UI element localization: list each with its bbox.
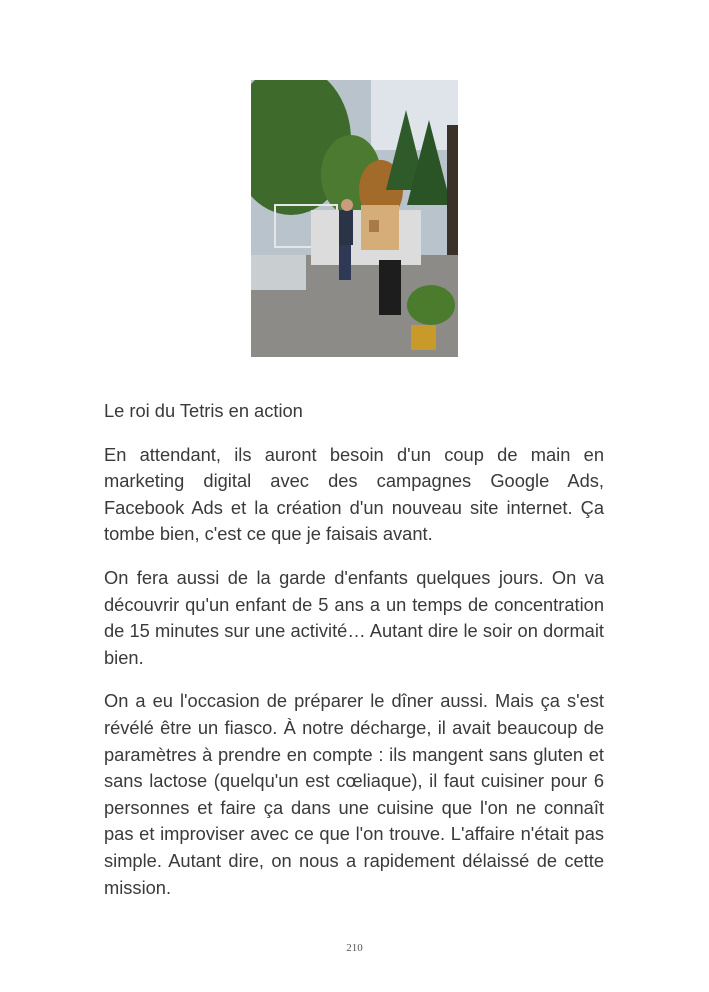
paragraph: On fera aussi de la garde d'enfants quelques jours. On va découvrir qu'un enfant de 5 ans a un temps de concentration de 15 minutes sur une activité… Autant dire le soir on dormait bien. (104, 566, 604, 668)
figure-caption: Le roi du Tetris en action (104, 400, 303, 421)
body-text (104, 398, 604, 918)
photo-illustration (251, 80, 458, 357)
paragraph: On a eu l'occasion de préparer le dîner aussi. Mais ça s'est révélé être un fiasco. À notre décharge, il avait beaucoup de paramètres à prendre en compte : ils mangent sans gluten et sans lactose (quelqu'un est cœliaque), il faut cuisiner pour 6 personnes et faire ça dans une cuisine que l'on ne connaît pas et improviser avec ce que l'on trouve. L'affaire n'était pas simple. Autant dire, on nous a rapidement délaissé de cette mission. (104, 690, 604, 898)
photo-loading-trailer (251, 80, 458, 357)
page-number: 210 (346, 942, 363, 954)
paragraph: En attendant, ils auront besoin d'un coup de main en marketing digital avec des campagnes Google Ads, Facebook Ads et la création d'un nouveau site internet. Ça tombe bien, c'est ce que je faisais avant. (104, 443, 604, 545)
